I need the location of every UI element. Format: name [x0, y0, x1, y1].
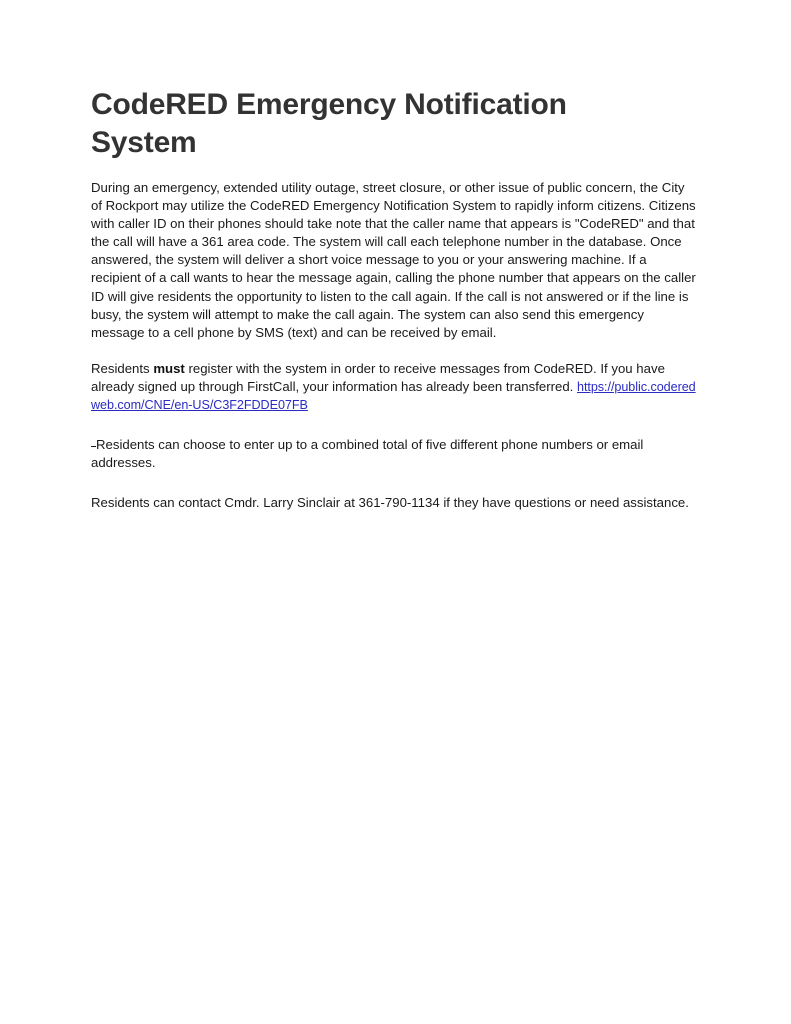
paragraph-spacer-1	[91, 342, 696, 360]
registration-text-lead: Residents	[91, 360, 154, 376]
paragraph-registration	[91, 360, 696, 414]
paragraph-spacer-3	[91, 472, 696, 494]
paragraph-assistance: Residents can contact Cmdr. Larry Sinclair at 361-790-1134 if they have questions or need assistance.	[91, 495, 689, 511]
contact-limits-text: Residents can choose to enter up to a combined total of five different phone numbers or email addresses.	[91, 437, 644, 471]
paragraph-contact-limits	[91, 436, 696, 472]
registration-text-tail: register with the system in order to receive messages from CodeRED. If you have already signed up through FirstCall, your information has already been transferred.	[91, 360, 665, 394]
codered-signup-link[interactable]: https://public.coderedweb.com/CNE/en-US/C3F2FDDE07FB	[91, 379, 696, 413]
paragraph-overview: During an emergency, extended utility outage, street closure, or other issue of public concern, the City of Rockport may utilize the CodeRED Emergency Notification System to rapidly inform citizens. Citizens with caller ID on their phones should take note that the caller name that appears is "CodeRED" and that the call will have a 361 area code. The system will call each telephone number in the database. Once answered, the system will deliver a short voice message to you or your answering machine. If a recipient of a call wants to hear the message again, calling the phone number that appears on the caller ID will give residents the opportunity to listen to the call again. If the call is not answered or if the line is busy, the system will attempt to make the call again. The system can also send this emergency message to a cell phone by SMS (text) and can be received by email.	[91, 180, 696, 340]
title-spacer	[91, 162, 696, 179]
registration-emphasis: must	[153, 360, 185, 376]
document-content	[91, 86, 696, 512]
paragraph-spacer-2	[91, 414, 696, 436]
page-title: CodeRED Emergency Notification System	[91, 88, 567, 159]
